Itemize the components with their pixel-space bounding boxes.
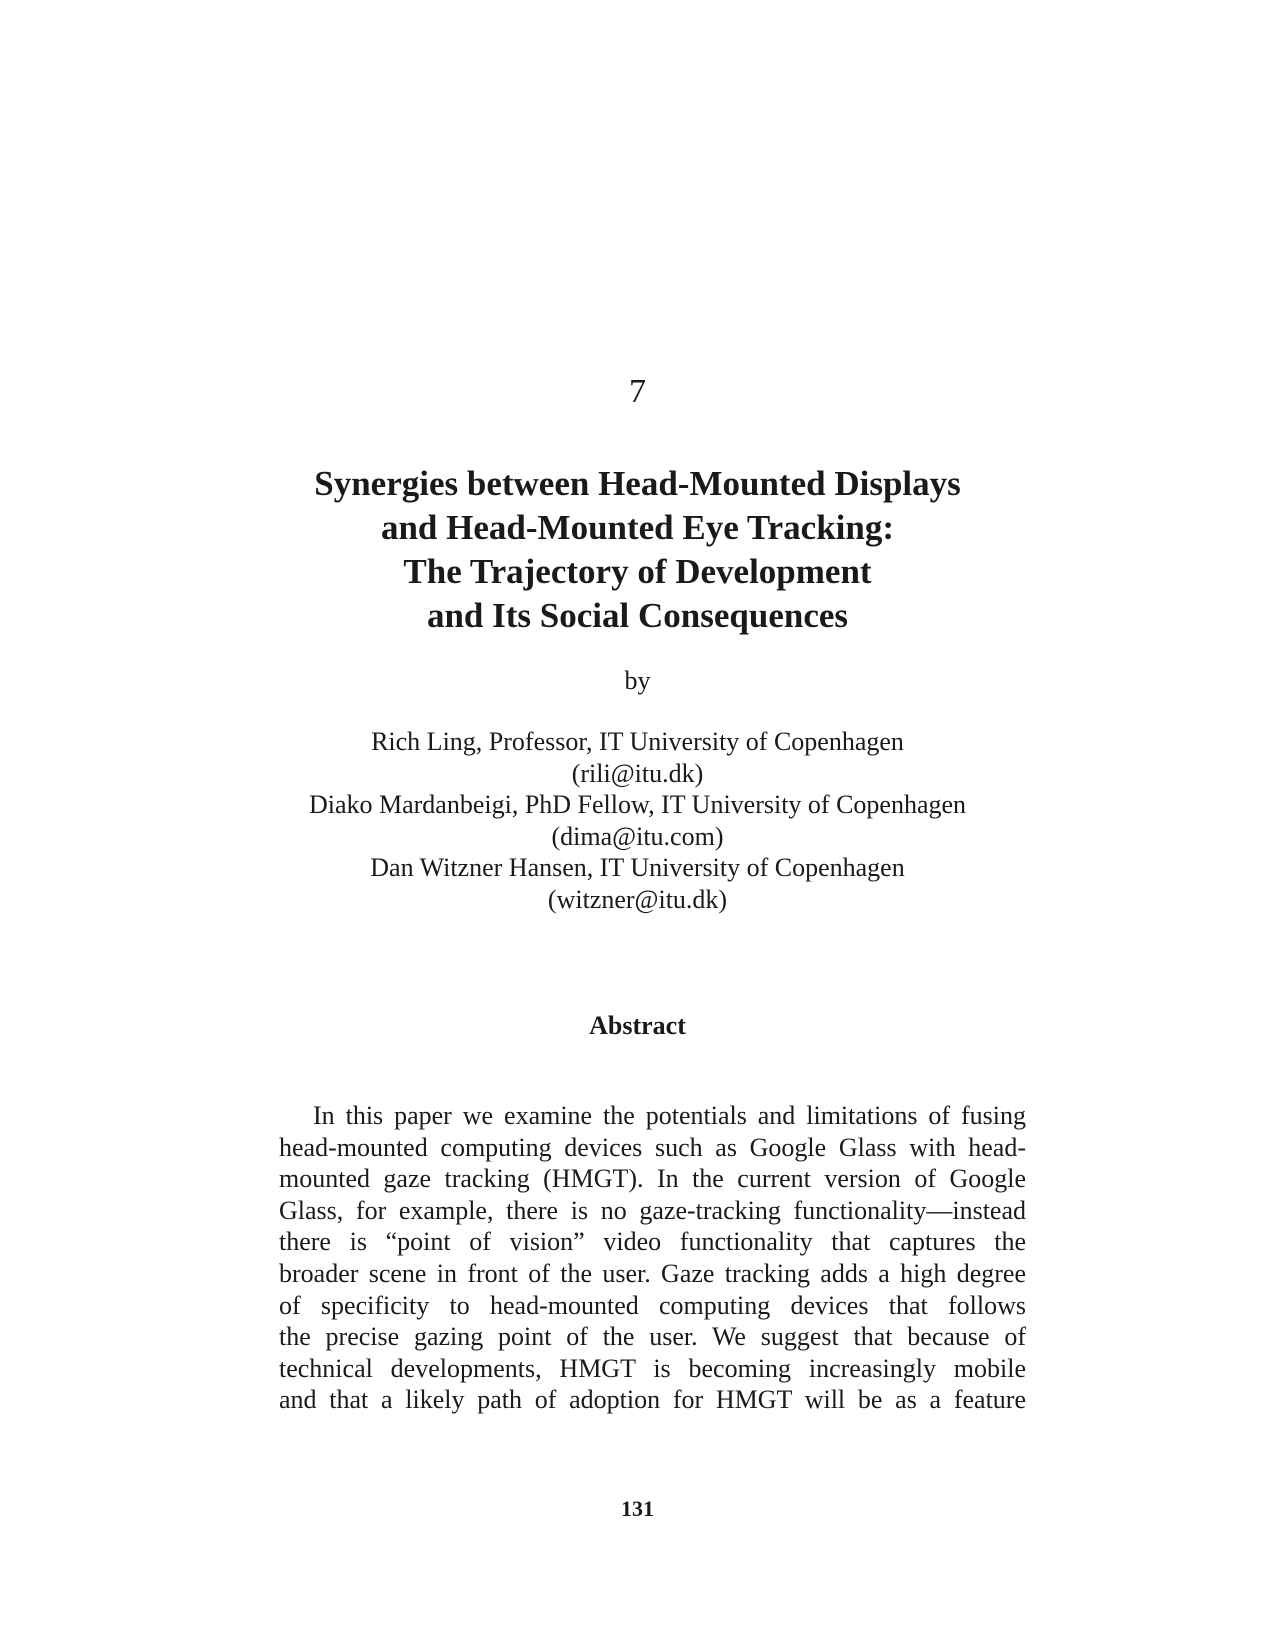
- author-email: (witzner@itu.dk): [547, 884, 728, 914]
- abstract-line: technical developments, HMGT is becoming increasingly mobile: [279, 1353, 1026, 1383]
- author-affiliation: Diako Mardanbeigi, PhD Fellow, IT University of Copenhagen: [308, 790, 967, 820]
- abstract-line: the precise gazing point of the user. We suggest that because of: [279, 1322, 1026, 1352]
- author-list: [150, 726, 1125, 916]
- chapter-title: [200, 462, 1075, 638]
- byline: by: [624, 666, 651, 695]
- abstract-paragraph: [279, 1100, 1026, 1416]
- author-affiliation: Rich Ling, Professor, IT University of Copenhagen: [371, 727, 904, 756]
- title-line: Synergies between Head-Mounted Displays: [314, 464, 961, 503]
- abstract-line: head-mounted computing devices such as Google Glass with head-: [279, 1132, 1026, 1162]
- author-affiliation: Dan Witzner Hansen, IT University of Copenhagen: [370, 853, 905, 883]
- page-number: 131: [621, 1496, 654, 1521]
- abstract-line: Glass, for example, there is no gaze-tracking functionality—instead: [279, 1195, 1026, 1225]
- abstract-line: there is “point of vision” video functionality that captures the: [279, 1227, 1026, 1257]
- abstract-heading: Abstract: [589, 1011, 686, 1040]
- abstract-line: and that a likely path of adoption for HMGT will be as a feature: [279, 1385, 1026, 1415]
- author-email: (dima@itu.com): [551, 821, 724, 851]
- abstract-line: of specificity to head-mounted computing devices that follows: [279, 1290, 1026, 1320]
- title-line: The Trajectory of Development: [403, 552, 872, 591]
- abstract-line: In this paper we examine the potentials and limitations of fusing: [313, 1101, 1026, 1130]
- abstract-line: broader scene in front of the user. Gaze tracking adds a high degree: [279, 1258, 1026, 1288]
- abstract-line: mounted gaze tracking (HMGT). In the current version of Google: [279, 1164, 1026, 1194]
- author-email: (rili@itu.dk): [571, 758, 704, 788]
- chapter-number: 7: [629, 373, 646, 410]
- title-line: and Its Social Consequences: [426, 596, 849, 635]
- title-line: and Head-Mounted Eye Tracking:: [380, 508, 895, 547]
